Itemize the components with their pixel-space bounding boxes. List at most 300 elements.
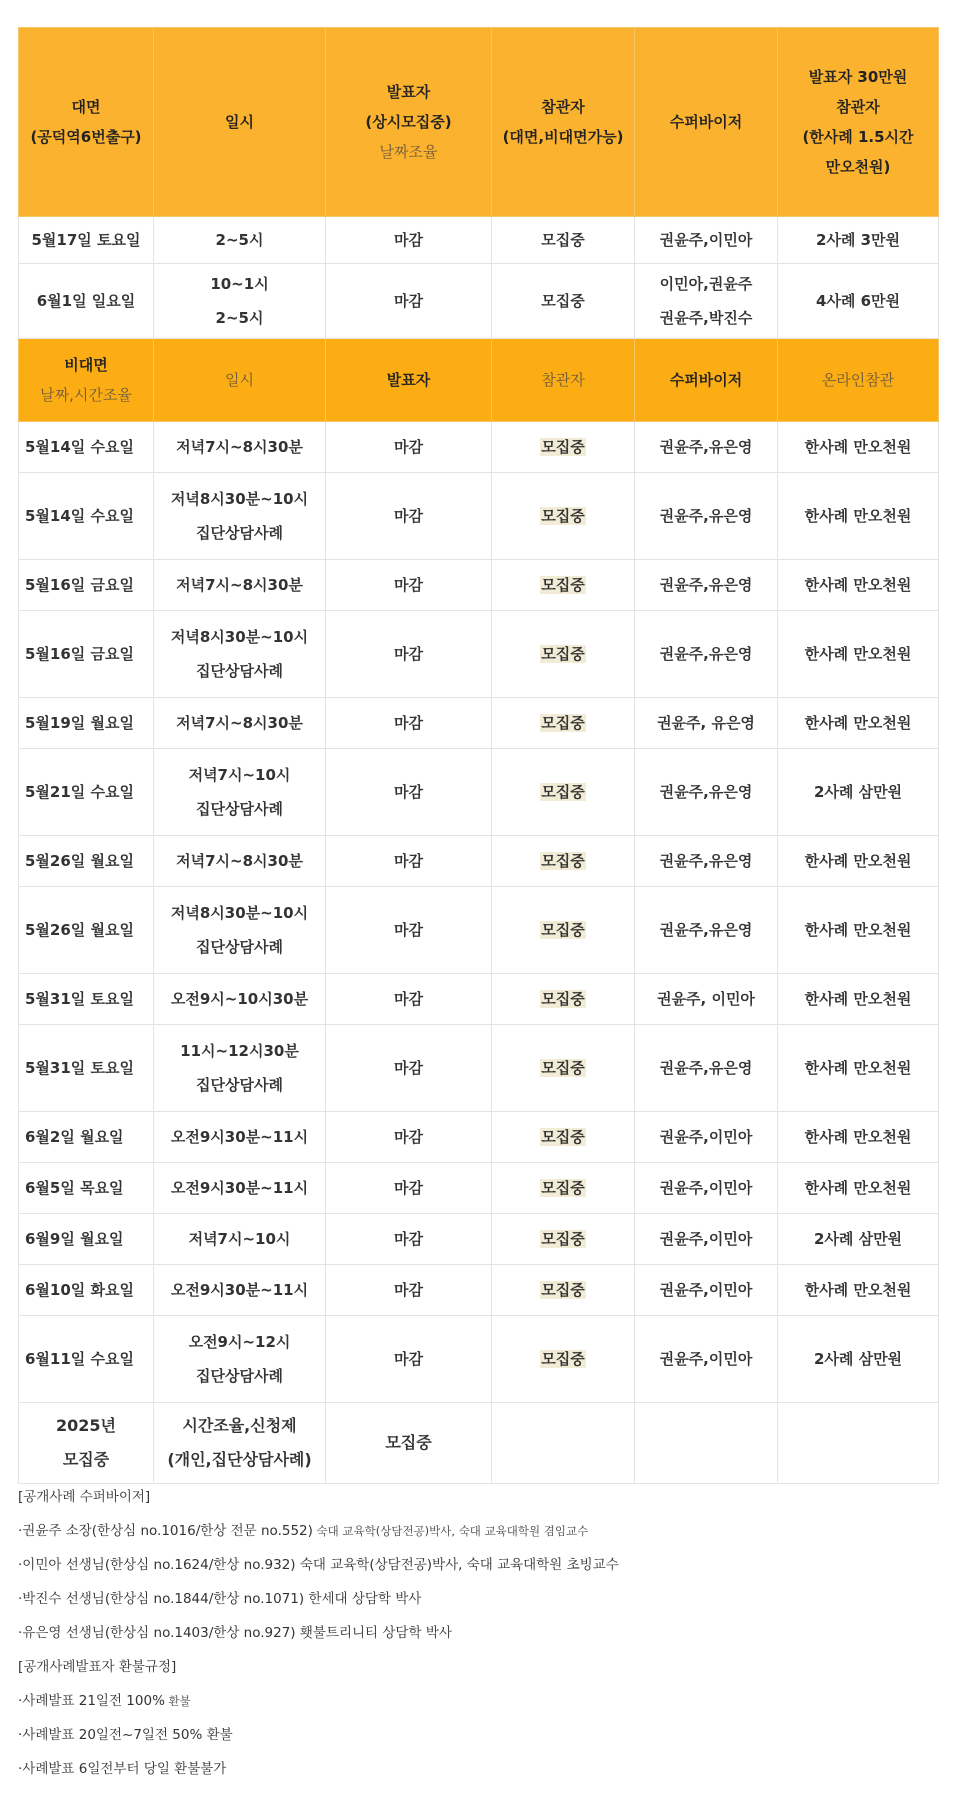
row-fee-line: 한사례 만오천원 [804, 990, 912, 1008]
row-time [154, 887, 326, 974]
empty-cell [635, 1403, 778, 1484]
header-fee [778, 28, 939, 217]
final-time [154, 1403, 326, 1484]
row-time [154, 1163, 326, 1214]
row-date [19, 887, 154, 974]
header-presenter-line: (상시모집중) [365, 113, 452, 131]
row-presenter-line: 마감 [394, 1350, 423, 1368]
row-date-line: 6월11일 수요일 [25, 1350, 134, 1368]
online-row [19, 1214, 939, 1265]
row-supervisor-line: 권윤주,유은영 [659, 921, 753, 939]
row-time-line: 집단상담사례 [196, 800, 283, 818]
row-fee-line: 2사례 삼만원 [813, 1230, 903, 1248]
header-fee-line: 참관자 [836, 98, 880, 116]
row-observer-highlight: 모집중 [541, 438, 585, 456]
row-presenter-line: 마감 [394, 1179, 423, 1197]
row-date [19, 1214, 154, 1265]
row-time [154, 1265, 326, 1316]
header-online-line: 날짜,시간조율 [40, 386, 132, 404]
row-presenter [326, 974, 492, 1025]
row-observer-line [496, 1120, 630, 1154]
row-observer [492, 422, 635, 473]
row-fee-line: 한사례 만오천원 [804, 576, 912, 594]
row-date [19, 422, 154, 473]
row-observer [492, 560, 635, 611]
row-supervisor [635, 422, 778, 473]
row-time [154, 611, 326, 698]
row-date-line: 5월21일 수요일 [25, 783, 134, 801]
refund-item-main: ·사례발표 6일전부터 당일 환불불가 [18, 1761, 227, 1777]
row-time-line: 집단상담사례 [196, 662, 283, 680]
row-date [19, 1025, 154, 1112]
header-presenter-line: 날짜조율 [379, 143, 438, 161]
row-date [19, 264, 154, 339]
header-observer [492, 339, 635, 422]
final-status-line: 모집중 [385, 1433, 432, 1452]
row-fee-line: 4사례 6만원 [815, 292, 901, 310]
row-observer-highlight: 모집중 [541, 507, 585, 525]
row-date [19, 698, 154, 749]
final-row [19, 1403, 939, 1484]
row-supervisor [635, 560, 778, 611]
supervisor-item [18, 1616, 938, 1650]
online-row [19, 611, 939, 698]
row-time-line: 저녁7시~10시 [188, 766, 291, 784]
row-time [154, 264, 326, 339]
row-observer [492, 1265, 635, 1316]
row-presenter-line: 마감 [394, 1281, 423, 1299]
row-fee [778, 887, 939, 974]
row-time-line: 저녁7시~10시 [188, 1230, 291, 1248]
refund-item [18, 1684, 938, 1718]
row-observer [492, 1112, 635, 1163]
row-fee-line: 한사례 만오천원 [804, 1179, 912, 1197]
header-observer-line: 참관자 [541, 371, 585, 389]
row-date-line: 5월14일 수요일 [25, 507, 134, 525]
header-fee-line: 발표자 30만원 [808, 68, 908, 86]
row-date [19, 1163, 154, 1214]
row-fee-line: 한사례 만오천원 [804, 714, 912, 732]
row-time-line: 오전9시30분~11시 [170, 1128, 309, 1146]
final-year-line: 모집중 [62, 1450, 110, 1469]
refund-list [18, 1684, 938, 1786]
row-supervisor-line: 권윤주,유은영 [659, 1059, 753, 1077]
row-supervisor [635, 611, 778, 698]
row-time [154, 836, 326, 887]
row-time-line: 오전9시30분~11시 [170, 1281, 309, 1299]
schedule-table-container [18, 27, 938, 1484]
row-fee [778, 974, 939, 1025]
row-presenter [326, 1163, 492, 1214]
supervisor-item-main: ·유은영 선생님(한상심 no.1403/한상 no.927) 횃불트리니티 상담학 박사 [18, 1625, 452, 1641]
row-presenter [326, 1025, 492, 1112]
row-supervisor [635, 1025, 778, 1112]
row-time [154, 974, 326, 1025]
row-presenter [326, 698, 492, 749]
row-time-line: 10~1시 [210, 275, 269, 293]
row-supervisor [635, 698, 778, 749]
row-time-line: 저녁7시~8시30분 [176, 576, 303, 594]
refund-item-main: ·사례발표 21일전 100% [18, 1693, 165, 1709]
final-year-line: 2025년 [56, 1416, 116, 1435]
online-row [19, 836, 939, 887]
row-fee-line: 한사례 만오천원 [804, 921, 912, 939]
refund-title: [공개사례발표자 환불규정] [18, 1659, 177, 1675]
row-presenter-line: 마감 [394, 507, 423, 525]
row-presenter [326, 217, 492, 264]
row-observer [492, 887, 635, 974]
row-presenter-line: 마감 [394, 645, 423, 663]
row-observer [492, 1316, 635, 1403]
row-observer-line: 모집중 [541, 292, 585, 310]
row-supervisor [635, 1163, 778, 1214]
row-fee-line: 2사례 삼만원 [813, 783, 903, 801]
row-date [19, 611, 154, 698]
row-supervisor [635, 1112, 778, 1163]
row-fee [778, 698, 939, 749]
row-supervisor-line: 권윤주,이민아 [659, 231, 753, 249]
row-date-line: 5월31일 토요일 [25, 990, 134, 1008]
supervisor-item-main: ·박진수 선생님(한상심 no.1844/한상 no.1071) 한세대 상담학 박사 [18, 1591, 422, 1607]
row-supervisor-line: 권윤주,이민아 [659, 1281, 753, 1299]
row-supervisor [635, 887, 778, 974]
row-fee [778, 1265, 939, 1316]
online-row [19, 887, 939, 974]
header-online-line: 비대면 [64, 356, 108, 374]
row-presenter-line: 마감 [394, 714, 423, 732]
row-fee [778, 422, 939, 473]
row-observer-line [496, 706, 630, 740]
row-observer-line [496, 844, 630, 878]
row-observer [492, 1214, 635, 1265]
header-datetime-line: 일시 [225, 113, 254, 131]
row-time-line: 저녁8시30분~10시 [170, 628, 309, 646]
row-supervisor-line: 권윤주, 유은영 [657, 714, 755, 732]
row-date [19, 836, 154, 887]
row-time [154, 749, 326, 836]
online-row [19, 1265, 939, 1316]
row-fee [778, 560, 939, 611]
row-date [19, 1112, 154, 1163]
row-presenter-line: 마감 [394, 576, 423, 594]
row-supervisor-line: 권윤주,유은영 [659, 507, 753, 525]
row-date-line: 5월16일 금요일 [25, 576, 134, 594]
header-datetime-line: 일시 [225, 371, 254, 389]
row-time-line: 저녁7시~8시30분 [176, 438, 303, 456]
row-fee-line: 한사례 만오천원 [804, 1128, 912, 1146]
row-observer-highlight: 모집중 [541, 783, 585, 801]
row-presenter [326, 1214, 492, 1265]
row-time-line: 오전9시30분~11시 [170, 1179, 309, 1197]
row-presenter [326, 473, 492, 560]
header-online-view [778, 339, 939, 422]
offline-row [19, 264, 939, 339]
header-presenter-line: 발표자 [386, 83, 431, 101]
header-observer-line: 참관자 [541, 98, 585, 116]
row-date-line: 5월17일 토요일 [31, 231, 141, 249]
row-observer-highlight: 모집중 [541, 1281, 585, 1299]
row-time-line: 11시~12시30분 [180, 1042, 299, 1060]
schedule-table-body [19, 28, 939, 1484]
row-observer-line [496, 568, 630, 602]
row-time-line: 집단상담사례 [196, 524, 283, 542]
row-observer-highlight: 모집중 [541, 921, 585, 939]
row-observer [492, 217, 635, 264]
supervisor-item [18, 1548, 938, 1582]
row-observer [492, 974, 635, 1025]
header-fee-line: (한사례 1.5시간 [802, 128, 914, 146]
row-supervisor-line: 권윤주,이민아 [659, 1230, 753, 1248]
empty-cell [492, 1403, 635, 1484]
row-presenter [326, 264, 492, 339]
row-supervisor-line: 권윤주,이민아 [659, 1350, 753, 1368]
row-observer [492, 698, 635, 749]
header-supervisor-line: 수퍼바이저 [669, 113, 743, 131]
header-observer-line: (대면,비대면가능) [502, 128, 624, 146]
row-time [154, 1112, 326, 1163]
row-supervisor [635, 974, 778, 1025]
row-date-line: 5월26일 월요일 [25, 921, 134, 939]
row-fee [778, 749, 939, 836]
refund-item [18, 1752, 938, 1786]
online-row [19, 422, 939, 473]
row-supervisor-line: 권윤주,이민아 [659, 1128, 753, 1146]
header-offline-line: (공덕역6번출구) [30, 128, 142, 146]
row-fee [778, 611, 939, 698]
row-presenter [326, 1316, 492, 1403]
row-fee-line: 한사례 만오천원 [804, 852, 912, 870]
row-presenter [326, 749, 492, 836]
row-presenter-line: 마감 [394, 1128, 423, 1146]
header-presenter [326, 28, 492, 217]
row-supervisor-line: 권윤주,유은영 [659, 852, 753, 870]
final-time-line: (개인,집단상담사례) [167, 1450, 312, 1469]
row-observer-line [496, 913, 630, 947]
row-observer-line [496, 637, 630, 671]
notes-section [18, 1480, 938, 1786]
row-supervisor-line: 권윤주, 이민아 [657, 990, 755, 1008]
row-supervisor [635, 473, 778, 560]
row-observer-line: 모집중 [541, 231, 585, 249]
row-date [19, 217, 154, 264]
row-date-line: 5월26일 월요일 [25, 852, 134, 870]
row-date-line: 5월16일 금요일 [25, 645, 134, 663]
row-observer-highlight: 모집중 [541, 1350, 585, 1368]
row-presenter [326, 836, 492, 887]
row-supervisor [635, 217, 778, 264]
row-presenter-line: 마감 [394, 438, 423, 456]
row-time-line: 2~5시 [215, 231, 264, 249]
row-fee [778, 217, 939, 264]
row-observer [492, 473, 635, 560]
row-presenter-line: 마감 [394, 231, 423, 249]
row-observer-highlight: 모집중 [541, 852, 585, 870]
online-row [19, 473, 939, 560]
final-status [326, 1403, 492, 1484]
row-presenter-line: 마감 [394, 852, 423, 870]
row-time-line: 저녁7시~8시30분 [176, 852, 303, 870]
header-presenter [326, 339, 492, 422]
refund-item [18, 1718, 938, 1752]
row-supervisor-line: 권윤주,유은영 [659, 438, 753, 456]
row-time [154, 1214, 326, 1265]
row-fee [778, 836, 939, 887]
row-observer [492, 1025, 635, 1112]
row-time-line: 집단상담사례 [196, 1367, 283, 1385]
row-date [19, 560, 154, 611]
row-presenter-line: 마감 [394, 1230, 423, 1248]
row-date [19, 473, 154, 560]
row-observer-line [496, 1273, 630, 1307]
header-supervisor [635, 28, 778, 217]
row-time-line: 오전9시~10시30분 [170, 990, 309, 1008]
row-presenter-line: 마감 [394, 990, 423, 1008]
header-supervisor-line: 수퍼바이저 [669, 371, 743, 389]
online-row [19, 1163, 939, 1214]
row-date-line: 6월1일 일요일 [36, 292, 136, 310]
row-time [154, 217, 326, 264]
supervisor-title: [공개사례 수퍼바이저] [18, 1489, 151, 1505]
row-observer-line [496, 430, 630, 464]
row-fee [778, 1112, 939, 1163]
row-fee [778, 264, 939, 339]
row-date [19, 1265, 154, 1316]
row-date-line: 5월14일 수요일 [25, 438, 134, 456]
supervisor-item-main: ·권윤주 소장(한상심 no.1016/한상 전문 no.552) [18, 1523, 313, 1539]
header-fee-line: 만오천원) [825, 158, 891, 176]
row-date-line: 6월2일 월요일 [25, 1128, 124, 1146]
row-supervisor [635, 264, 778, 339]
schedule-table [18, 27, 939, 1484]
online-row [19, 560, 939, 611]
row-fee [778, 1214, 939, 1265]
supervisor-item [18, 1514, 938, 1548]
header-supervisor [635, 339, 778, 422]
row-presenter [326, 1112, 492, 1163]
refund-item-detail: 환불 [164, 1694, 191, 1708]
empty-cell [778, 1403, 939, 1484]
online-row [19, 1025, 939, 1112]
row-presenter [326, 422, 492, 473]
online-header-row [19, 339, 939, 422]
online-row [19, 749, 939, 836]
supervisor-item-detail: 숙대 교육학(상담전공)박사, 숙대 교육대학원 겸임교수 [312, 1524, 589, 1538]
row-presenter-line: 마감 [394, 1059, 423, 1077]
row-date-line: 5월19일 월요일 [25, 714, 134, 732]
row-presenter [326, 1265, 492, 1316]
row-presenter [326, 611, 492, 698]
offline-row [19, 217, 939, 264]
row-observer-line [496, 775, 630, 809]
header-offline-line: 대면 [71, 98, 101, 116]
row-fee-line: 한사례 만오천원 [804, 507, 912, 525]
row-time [154, 1025, 326, 1112]
header-datetime [154, 339, 326, 422]
row-supervisor-line: 권윤주,유은영 [659, 576, 753, 594]
online-row [19, 974, 939, 1025]
row-fee [778, 1025, 939, 1112]
row-observer-line [496, 499, 630, 533]
row-time-line: 저녁7시~8시30분 [176, 714, 303, 732]
header-presenter-line: 발표자 [386, 371, 431, 389]
row-observer-highlight: 모집중 [541, 714, 585, 732]
final-time-line: 시간조율,신청제 [182, 1416, 297, 1435]
row-supervisor-line: 권윤주,유은영 [659, 783, 753, 801]
row-supervisor-line: 이민아,권윤주 [659, 275, 753, 293]
row-time [154, 560, 326, 611]
row-observer-highlight: 모집중 [541, 1230, 585, 1248]
row-supervisor-line: 권윤주,박진수 [659, 309, 753, 327]
header-datetime [154, 28, 326, 217]
row-date [19, 1316, 154, 1403]
row-observer [492, 1163, 635, 1214]
row-observer-line [496, 1051, 630, 1085]
row-time [154, 422, 326, 473]
row-presenter [326, 887, 492, 974]
row-observer [492, 749, 635, 836]
row-date [19, 749, 154, 836]
row-time-line: 집단상담사례 [196, 1076, 283, 1094]
header-observer [492, 28, 635, 217]
row-presenter-line: 마감 [394, 921, 423, 939]
row-fee-line: 한사례 만오천원 [804, 1281, 912, 1299]
row-observer-highlight: 모집중 [541, 1059, 585, 1077]
header-online-view-line: 온라인참관 [821, 371, 895, 389]
row-observer-line [496, 1342, 630, 1376]
row-fee-line: 한사례 만오천원 [804, 438, 912, 456]
row-observer-line [496, 982, 630, 1016]
row-time [154, 698, 326, 749]
row-time-line: 2~5시 [215, 309, 264, 327]
supervisor-item [18, 1582, 938, 1616]
row-observer-highlight: 모집중 [541, 645, 585, 663]
row-supervisor [635, 1316, 778, 1403]
row-supervisor [635, 836, 778, 887]
row-fee [778, 1316, 939, 1403]
row-observer [492, 836, 635, 887]
row-supervisor-line: 권윤주,유은영 [659, 645, 753, 663]
row-date-line: 6월10일 화요일 [25, 1281, 134, 1299]
row-fee-line: 2사례 3만원 [815, 231, 901, 249]
row-presenter-line: 마감 [394, 292, 423, 310]
row-time-line: 저녁8시30분~10시 [170, 904, 309, 922]
row-supervisor [635, 749, 778, 836]
online-row [19, 698, 939, 749]
row-date-line: 6월5일 목요일 [25, 1179, 124, 1197]
row-presenter [326, 560, 492, 611]
offline-header-row [19, 28, 939, 217]
row-observer [492, 264, 635, 339]
row-date-line: 6월9일 월요일 [25, 1230, 124, 1248]
row-supervisor [635, 1214, 778, 1265]
row-fee-line: 한사례 만오천원 [804, 1059, 912, 1077]
row-observer-highlight: 모집중 [541, 990, 585, 1008]
row-observer-highlight: 모집중 [541, 1128, 585, 1146]
online-row [19, 1316, 939, 1403]
row-time-line: 오전9시~12시 [188, 1333, 291, 1351]
row-presenter-line: 마감 [394, 783, 423, 801]
row-fee-line: 한사례 만오천원 [804, 645, 912, 663]
row-fee-line: 2사례 삼만원 [813, 1350, 903, 1368]
row-time-line: 집단상담사례 [196, 938, 283, 956]
row-fee [778, 1163, 939, 1214]
row-observer-line [496, 1222, 630, 1256]
row-observer [492, 611, 635, 698]
row-observer-line [496, 1171, 630, 1205]
row-observer-highlight: 모집중 [541, 576, 585, 594]
header-online [19, 339, 154, 422]
row-date-line: 5월31일 토요일 [25, 1059, 134, 1077]
